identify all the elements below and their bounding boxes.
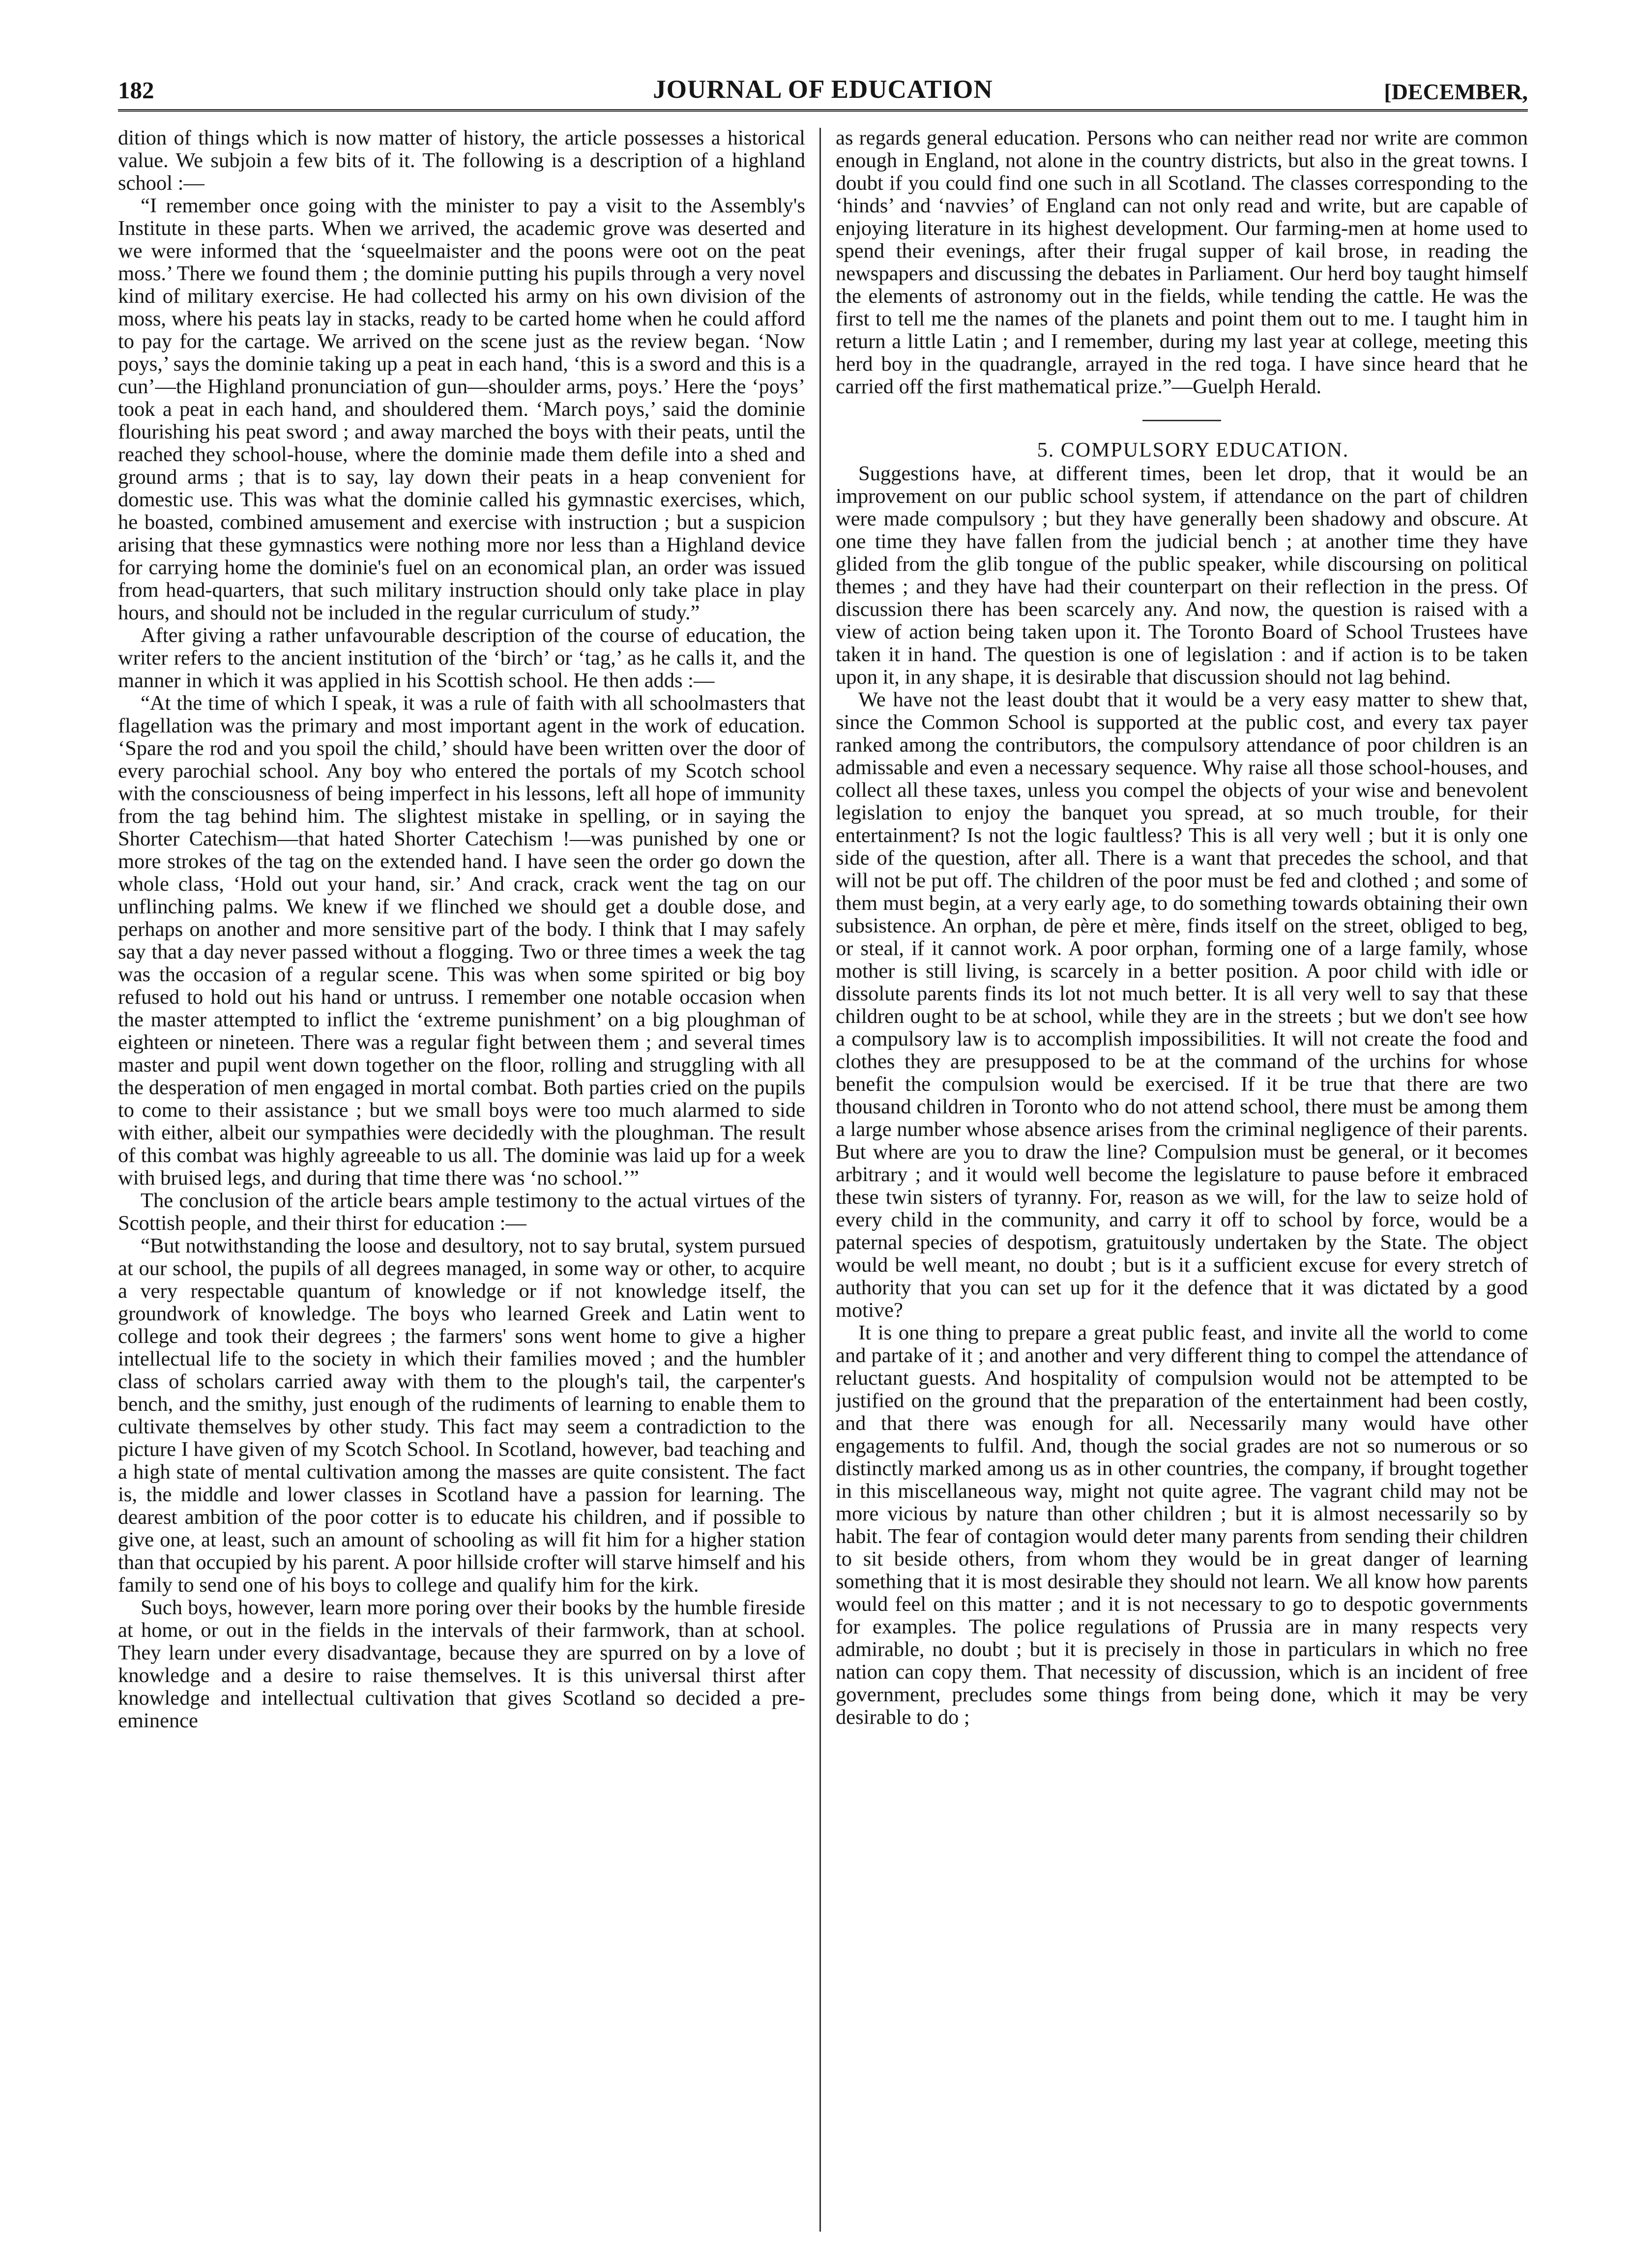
paragraph: It is one thing to prepare a great public feast, and invite all the world to come and partake of it ; and another and very different thing to compel the attendance of reluctant guests. And hospitality of compulsion would not be attempted to be justified on the ground that the preparation of the entertainment had been costly, and that there was enough for all. Necessarily many would have other engagements to fulfil. And, though the social grades are not so numerous or so distinctly marked among us as in other countries, the company, if brought together in this miscellaneous way, might not quite agree. The vagrant child may not be more vicious by nature than other children ; but it is almost necessarily so by habit. The fear of contagion would deter many parents from sending their children to sit beside others, from whom they would be in great danger of learning something that it is most desirable they should not learn. We all know how parents would feel on this matter ; and it is not necessary to go to despotic governments for examples. The police regulations of Prussia are in many respects very admirable, no doubt ; but it is precisely in those in particulars in which no free nation can copy them. That necessity of discussion, which is an incident of free government, precludes some things from being done, which it may be very desirable to do ; bbox=[836, 1321, 1528, 1729]
header-rule bbox=[118, 109, 1528, 115]
column-divider bbox=[819, 128, 821, 2232]
paragraph: Such boys, however, learn more poring over their books by the humble fireside at home, or out in the fields in the intervals of their farmwork, than at school. They learn under every disadvantage, because they are spurred on by a love of knowledge and a desire to raise themselves. It is this universal thirst after knowledge and intellectual cultivation that gives Scotland so decided a pre-eminence bbox=[118, 1596, 805, 1732]
section-heading: 5. COMPULSORY EDUCATION. bbox=[1037, 439, 1349, 462]
paragraph: The conclusion of the article bears ample testimony to the actual virtues of the Scottish people, and their thirst for education :— bbox=[118, 1189, 805, 1235]
quotation-paragraph: “But notwithstanding the loose and desultory, not to say brutal, system pursued at our school, the pupils of all degrees managed, in some way or other, to acquire a very respectable quantum of knowledge or if not knowledge itself, the groundwork of knowledge. The boys who learned Greek and Latin went to college and took their degrees ; the farmers' sons went home to give a higher intellectual life to the society in which their families moved ; and the humbler class of scholars carried away with them to the plough's tail, the carpenter's bench, and the smithy, just enough of the rudiments of learning to enable them to cultivate themselves by other study. This fact may seem a contradiction to the picture I have given of my Scotch School. In Scotland, however, bad teaching and a high state of mental cultivation among the masses are quite consistent. The fact is, the middle and lower classes in Scotland have a passion for learning. The dearest ambition of the poor cotter is to educate his children, and if possible to give one, at least, such an amount of schooling as will fit him for a higher station than that occupied by his parent. A poor hillside crofter will starve himself and his family to send one of his boys to college and qualify him for the kirk. bbox=[118, 1234, 805, 1597]
page-number: 182 bbox=[118, 77, 154, 104]
quotation-paragraph: “I remember once going with the minister to pay a visit to the Assembly's Institute in these parts. When we arrived, the academic grove was deserted and we were informed that the ‘squeelmaister and the poons were oot on the peat moss.’ There we found them ; the dominie putting his pupils through a very novel kind of military exercise. He had collected his army on his own division of the moss, where his peats lay in stacks, ready to be carted home when he could afford to pay for the cartage. We arrived on the scene just as the review began. ‘Now poys,’ says the dominie taking up a peat in each hand, ‘this is a sword and this is a cun’—the Highland pronunciation of gun—shoulder arms, poys.’ Here the ‘poys’ took a peat in each hand, and shouldered them. ‘March poys,’ said the dominie flourishing his peat sword ; and away marched the boys with their peats, until the reached they school-house, where the dominie made them defile into a shed and ground arms ; that is to say, lay down their peats in a heap convenient for domestic use. This was what the dominie called his gymnastic exercises, which, he boasted, combined amusement and exercise with instruction ; but a suspicion arising that these gymnastics were nothing more nor less than a Highland device for carrying home the dominie's fuel on an economical plan, an order was issued from head-quarters, that such military instruction should only take place in play hours, and should not be included in the regular curriculum of study.” bbox=[118, 194, 805, 624]
journal-title: JOURNAL OF EDUCATION bbox=[653, 75, 993, 104]
paragraph: After giving a rather unfavourable description of the course of education, the writer refers to the ancient institution of the ‘birch’ or ‘tag,’ as he calls it, and the manner in which it was applied in his Scottish school. He then adds :— bbox=[118, 624, 805, 692]
paragraph: Suggestions have, at different times, been let drop, that it would be an improvement on our public school system, if attendance on the part of children were made compulsory ; but they have generally been shadowy and obscure. At one time they have fallen from the judicial bench ; at another time they have glided from the glib tongue of the public speaker, while discoursing on political themes ; and they have had their counterpart on their reflection in the press. Of discussion there has been scarcely any. And now, the question is raised with a view of action being taken upon it. The Toronto Board of School Trustees have taken it in hand. The question is one of legislation : and if action is to be taken upon it, in any shape, it is desirable that discussion should not lag behind. bbox=[836, 462, 1528, 689]
running-month: [DECEMBER, bbox=[1384, 79, 1528, 104]
paragraph: dition of things which is now matter of history, the article possesses a historical value. We subjoin a few bits of it. The following is a description of a highland school :— bbox=[118, 127, 805, 195]
continuation-paragraph: as regards general education. Persons who can neither read nor write are common enough in England, not alone in the country districts, but also in the great towns. I doubt if you could find one such in all Scotland. The classes corresponding to the ‘hinds’ and ‘navvies’ of England can not only read and write, but are capable of enjoying literature in its highest development. Our farming-men at home used to spend their evenings, after their frugal supper of kail brose, in reading the newspapers and discussing the debates in Parliament. Our herd boy taught himself the elements of astronomy out in the fields, while tending the cattle. He was the first to tell me the names of the planets and point them out to me. I taught him in return a little Latin ; and I remember, during my last year at college, meeting this herd boy in the quadrangle, arrayed in the red toga. I have since heard that he carried off the first mathematical prize.”—Guelph Herald. bbox=[836, 127, 1528, 398]
section-divider bbox=[1142, 420, 1221, 421]
paragraph: We have not the least doubt that it would be a very easy matter to shew that, since the Common School is supported at the public cost, and every tax payer ranked among the contributors, the compulsory attendance of poor children is an admissable and even a necessary sequence. Why raise all those school-houses, and collect all these taxes, unless you compel the objects of your wise and benevolent legislation to enjoy the banquet you spread, at so much trouble, for their entertainment? Is not the logic faultless? This is all very well ; but it is only one side of the question, after all. There is a want that precedes the school, and that will not be put off. The children of the poor must be fed and clothed ; and some of them must begin, at a very early age, to do something towards obtaining their own subsistence. An orphan, de père et mère, finds itself on the street, obliged to beg, or steal, if it cannot work. A poor orphan, forming one of a large family, whose mother is still living, is scarcely in a better position. A poor child with idle or dissolute parents finds its lot not much better. It is all very well to say that these children ought to be at school, while they are in the streets ; but we don't see how a compulsory law is to accomplish impossibilities. It will not create the food and clothes they are presupposed to be at the command of the urchins for whose benefit the compulsion would be exercised. If it be true that there are two thousand children in Toronto who do not attend school, there must be among them a large number whose absence arises from the criminal negligence of their parents. But where are you to draw the line? Compulsion must be general, or it becomes arbitrary ; and it would well become the legislature to pause before it embraced these twin sisters of tyranny. For, reason as we will, for the law to seize hold of every child in the community, and carry it off to school by force, would be a paternal species of despotism, gratuitously undertaken by the State. The object would be well meant, no doubt ; but is it a sufficient excuse for every stretch of authority that you can set up for it the defence that it was dictated by a good motive? bbox=[836, 688, 1528, 1322]
left-column bbox=[118, 127, 805, 2240]
right-column bbox=[836, 127, 1528, 2240]
quotation-paragraph: “At the time of which I speak, it was a rule of faith with all schoolmasters that flagellation was the primary and most important agent in the work of education. ‘Spare the rod and you spoil the child,’ should have been written over the door of every parochial school. Any boy who entered the portals of my Scotch school with the consciousness of being imperfect in his lessons, left all hope of immunity from the tag behind him. The slightest mistake in spelling, or in saying the Shorter Catechism—that hated Shorter Catechism !—was punished by one or more strokes of the tag on the extended hand. I have seen the order go down the whole class, ‘Hold out your hand, sir.’ And crack, crack went the tag on our unflinching palms. We knew if we flinched we should get a double dose, and perhaps on another and more sensitive part of the body. I think that I may safely say that a day never passed without a flogging. Two or three times a week the tag was the occasion of a regular scene. This was when some spirited or big boy refused to hold out his hand or untruss. I remember one notable occasion when the master attempted to inflict the ‘extreme punishment’ on a big ploughman of eighteen or nineteen. There was a regular fight between them ; and several times master and pupil went down together on the floor, rolling and struggling with all the desperation of men engaged in mortal combat. Both parties cried on the pupils to come to their assistance ; but we small boys were too much alarmed to side with either, albeit our sympathies were decidedly with the ploughman. The result of this combat was highly agreeable to us all. The dominie was laid up for a week with bruised legs, and during that time there was ‘no school.’” bbox=[118, 692, 805, 1190]
